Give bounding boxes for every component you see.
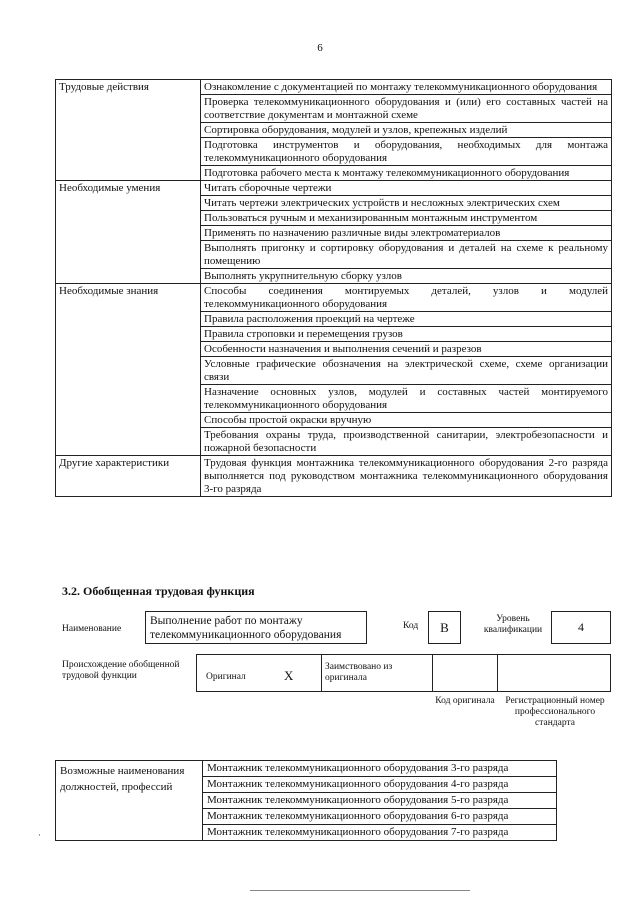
table-row — [56, 80, 612, 95]
footer-rule — [250, 890, 470, 891]
group-item: Правила строповки и перемещения грузов — [201, 327, 612, 342]
code-value: B — [440, 619, 449, 635]
function-name-box — [145, 611, 367, 644]
position-item: Монтажник телекоммуникационного оборудования 4-го разряда — [203, 777, 556, 793]
origin-code-label: Код оригинала — [435, 696, 495, 706]
group-item: Пользоваться ручным и механизированным монтажным инструментом — [201, 211, 612, 226]
group-item: Читать сборочные чертежи — [201, 181, 612, 196]
group-item: Требования охраны труда, производственной санитарии, электробезопасности и пожарной безопасности — [201, 428, 612, 456]
positions-row — [56, 761, 557, 841]
labor-function-table — [55, 79, 612, 497]
table-row — [56, 456, 612, 497]
code-box — [428, 611, 461, 644]
table-row — [56, 181, 612, 196]
group-item: Способы соединения монтируемых деталей, узлов и модулей телекоммуникационного оборудования — [201, 284, 612, 312]
margin-mark: · — [38, 830, 41, 840]
group-item: Подготовка рабочего места к монтажу телекоммуникационного оборудования — [201, 166, 612, 181]
positions-list — [203, 761, 557, 841]
labor-function-table-body — [56, 80, 612, 497]
position-item: Монтажник телекоммуникационного оборудования 7-го разряда — [207, 826, 509, 838]
level-box — [551, 611, 611, 644]
group-item: Читать чертежи электрических устройств и несложных электрических схем — [201, 196, 612, 211]
group-label: Необходимые знания — [56, 284, 201, 456]
level-label: Уровень квалификации — [483, 614, 543, 635]
original-mark: X — [284, 668, 294, 683]
positions-table — [55, 760, 557, 841]
reg-number-label: Регистрационный номер профессионального стандарта — [505, 696, 605, 728]
position-item: Монтажник телекоммуникационного оборудования 5-го разряда — [203, 793, 556, 809]
group-item: Применять по назначению различные виды электроматериалов — [201, 226, 612, 241]
positions-items — [203, 761, 556, 840]
group-item: Выполнять пригонку и сортировку оборудования и деталей на схеме к реальному помещению — [201, 241, 612, 269]
table-row — [56, 284, 612, 312]
group-item: Подготовка инструментов и оборудования, необходимых для монтажа телекоммуникационного оборудования — [201, 138, 612, 166]
positions-label: Возможные наименования должностей, профессий — [56, 761, 203, 841]
position-item: Монтажник телекоммуникационного оборудования 6-го разряда — [203, 809, 556, 825]
group-item: Назначение основных узлов, модулей и составных частей монтируемого телекоммуникационного оборудования — [201, 385, 612, 413]
group-item: Выполнять укрупнительную сборку узлов — [201, 269, 612, 284]
origin-code-cell — [432, 654, 498, 692]
group-item: Проверка телекоммуникационного оборудования и (или) его составных частей на соответствие документам и монтажной схеме — [201, 95, 612, 123]
group-item: Ознакомление с документацией по монтажу телекоммуникационного оборудования — [201, 80, 612, 95]
group-label: Необходимые умения — [56, 181, 201, 284]
group-item: Сортировка оборудования, модулей и узлов, крепежных изделий — [201, 123, 612, 138]
position-item: Монтажник телекоммуникационного оборудования 3-го разряда — [203, 761, 556, 777]
function-name-value: Выполнение работ по монтажу телекоммуникационного оборудования — [150, 615, 342, 641]
group-label: Трудовые действия — [56, 80, 201, 181]
group-label: Другие характеристики — [56, 456, 201, 497]
group-item: Правила расположения проекций на чертеже — [201, 312, 612, 327]
reg-number-cell — [497, 654, 611, 692]
section-title: 3.2. Обобщенная трудовая функция — [62, 584, 255, 598]
group-item: Способы простой окраски вручную — [201, 413, 612, 428]
original-label: Оригинал — [206, 672, 246, 682]
code-label: Код — [403, 621, 419, 631]
borrowed-label: Заимствовано из оригинала — [325, 662, 393, 683]
page-number: 6 — [317, 42, 323, 54]
group-item: Особенности назначения и выполнения сечений и разрезов — [201, 342, 612, 357]
name-label: Наименование — [62, 624, 122, 634]
origin-label: Происхождение обобщенной трудовой функции — [62, 660, 180, 681]
group-item: Трудовая функция монтажника телекоммуникационного оборудования 2-го разряда выполняется под руководством монтажника телекоммуникационного оборудования 3-го разряда — [201, 456, 612, 497]
level-value: 4 — [578, 620, 584, 634]
group-item: Условные графические обозначения на электрической схеме, схеме организации связи — [201, 357, 612, 385]
